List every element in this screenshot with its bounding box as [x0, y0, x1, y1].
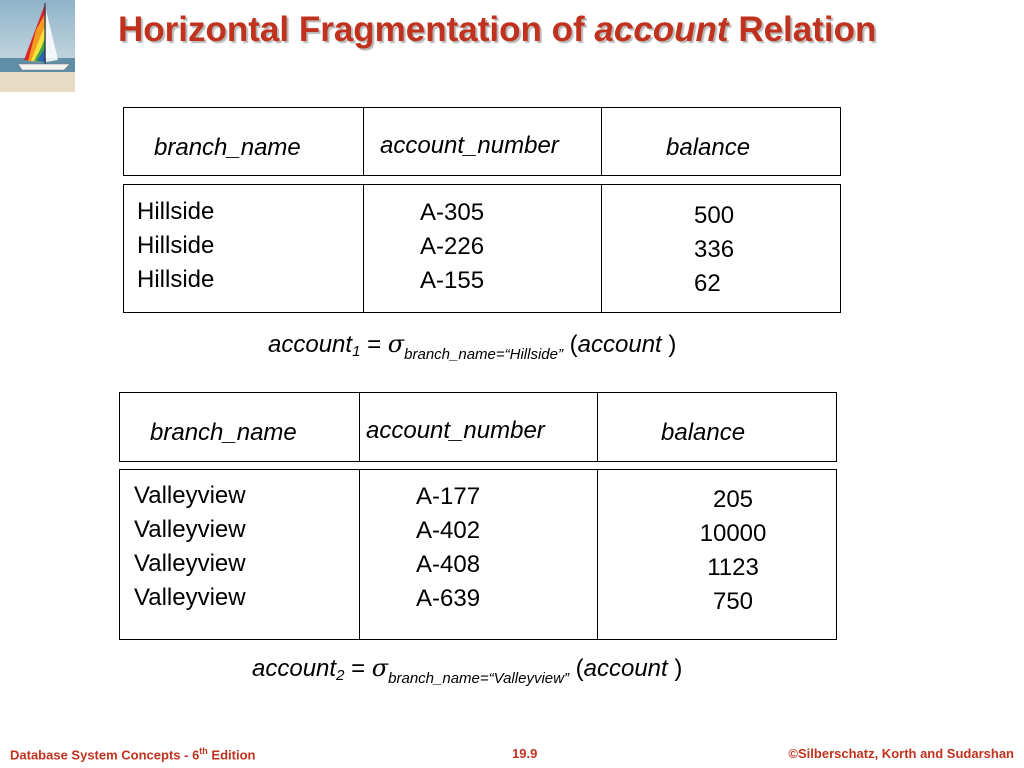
- table1-cell: 336: [694, 236, 735, 263]
- slide-title: [118, 10, 876, 50]
- table1-cell: A-155: [420, 267, 485, 294]
- table2-cell: Valleyview: [134, 584, 246, 611]
- formula2: [252, 654, 682, 687]
- table2-balance-column: [693, 483, 773, 619]
- table2-cell: Valleyview: [134, 516, 246, 543]
- title-main: Horizontal Fragmentation of: [118, 10, 595, 49]
- footer-page-number: 19.9: [512, 746, 538, 761]
- table2-cell: 750: [712, 588, 754, 615]
- footer-book-title-sup: th: [199, 746, 208, 756]
- table1-header: [123, 107, 841, 176]
- table2-header-branch-name: branch_name: [150, 419, 297, 446]
- sigma-symbol: σ: [371, 654, 389, 682]
- table2-cell: A-402: [416, 517, 481, 544]
- title-italic: account: [594, 10, 729, 49]
- table2-header-account-number: account_number: [366, 417, 545, 444]
- formula1-subscript: 1: [352, 343, 361, 360]
- formula2-open-paren: (: [568, 655, 584, 682]
- table1-cell: Hillside: [137, 198, 215, 225]
- formula2-lhs: account: [252, 655, 337, 682]
- sailboat-logo: [0, 0, 75, 92]
- formula1-lhs: account: [268, 331, 353, 358]
- title-suffix: Relation: [728, 10, 877, 49]
- table1-cell: 62: [694, 270, 721, 297]
- table2-cell: A-408: [416, 551, 481, 578]
- table2-header-balance: balance: [661, 419, 746, 446]
- table2-body: [119, 469, 837, 640]
- table2-cell: A-177: [416, 483, 481, 510]
- formula2-equals: =: [344, 655, 372, 682]
- sigma-symbol: σ: [387, 330, 405, 358]
- table1-balance-column: [694, 199, 734, 301]
- table1-branch-name-column: [137, 195, 214, 297]
- table2-cell: 205: [712, 486, 754, 513]
- formula1-condition: branch_name=“Hillside”: [404, 346, 563, 363]
- table2-cell: Valleyview: [134, 550, 246, 577]
- formula1-equals: =: [360, 331, 388, 358]
- formula2-arg: account: [583, 655, 668, 682]
- formula1: [268, 330, 676, 363]
- table2-header: [119, 392, 837, 462]
- table2-cell: A-639: [416, 585, 481, 612]
- table1-cell: A-226: [420, 233, 485, 260]
- table2-cell: Valleyview: [134, 482, 246, 509]
- table1-header-account-number: account_number: [380, 132, 559, 159]
- footer-book-title-edition: Edition: [207, 747, 256, 763]
- footer-book-title-text: Database System Concepts - 6: [10, 747, 200, 763]
- table1-account-number-column: [420, 196, 484, 298]
- formula1-arg: account: [577, 331, 662, 358]
- table1-header-branch-name: branch_name: [154, 134, 301, 161]
- table2-account-number-column: [416, 480, 480, 616]
- formula2-condition: branch_name=“Valleyview”: [388, 670, 569, 687]
- table1-body: [123, 184, 841, 313]
- footer-book-title: [10, 746, 255, 762]
- table1-cell: Hillside: [137, 232, 215, 259]
- table2-branch-name-column: [134, 479, 246, 615]
- formula1-close-paren: ): [661, 331, 677, 358]
- table1-cell: 500: [694, 202, 735, 229]
- formula2-close-paren: ): [667, 655, 683, 682]
- table1-header-balance: balance: [666, 134, 751, 161]
- table2-cell: 10000: [699, 520, 767, 547]
- formula1-open-paren: (: [562, 331, 578, 358]
- table2-cell: 1123: [707, 554, 759, 581]
- footer-copyright: ©Silberschatz, Korth and Sudarshan: [788, 746, 1014, 761]
- table1-cell: A-305: [420, 199, 485, 226]
- formula2-subscript: 2: [336, 667, 345, 684]
- table1-cell: Hillside: [137, 266, 215, 293]
